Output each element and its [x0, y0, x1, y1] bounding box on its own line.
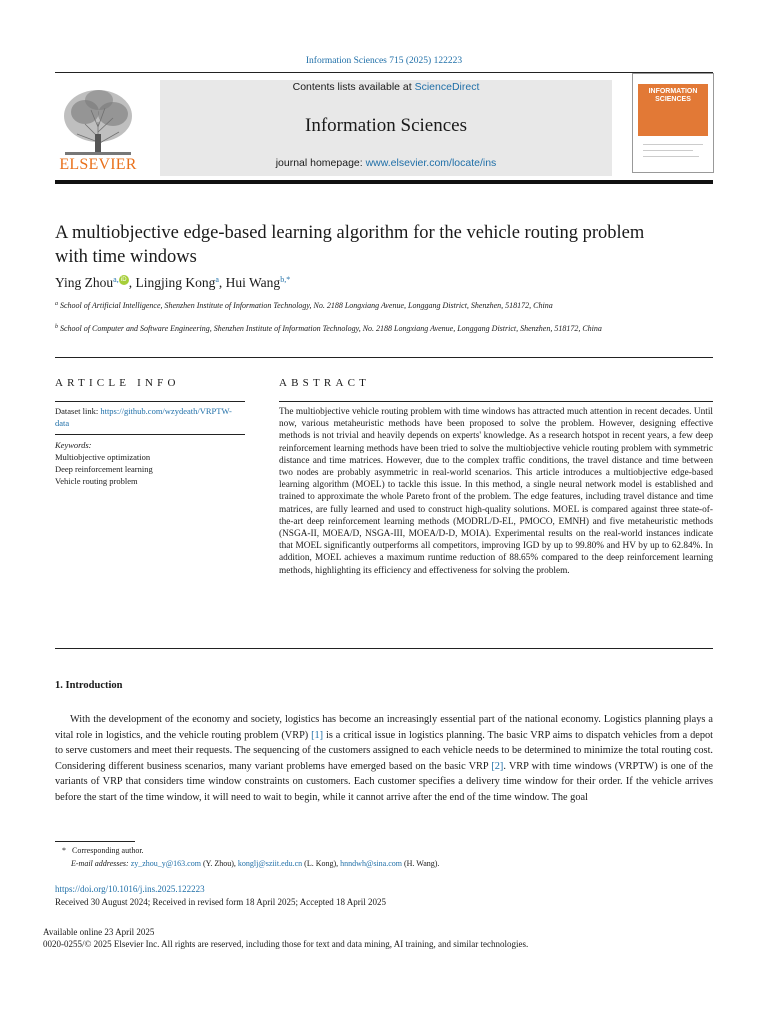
affiliation-a: [55, 298, 625, 313]
dataset-link-block: [55, 405, 245, 429]
email-owner: (Y. Zhou),: [200, 859, 238, 868]
journal-homepage: [160, 157, 612, 169]
footnote-rule: [55, 841, 135, 842]
journal-citation[interactable]: Information Sciences 715 (2025) 122223: [305, 56, 463, 66]
cover-title: INFORMATION SCIENCES: [648, 88, 698, 103]
journal-cover-thumbnail[interactable]: [632, 73, 714, 173]
intro-text: . VRP with time windows (VRPTW) is one of the variants of VRP that considers time window constraints on customers. Each customer specifies a delivery time window for their order. If the vehicle arrives before the start of the time window, it will need to wait to begin, while it cannot arrive after the end of the time window. The goal: [55, 760, 713, 803]
introduction-paragraph: [55, 712, 713, 806]
abstract-text: The multiobjective vehicle routing problem with time windows has attracted much attention in recent decades. Until now, various metaheuristic methods have been proposed to solve the problem. However, designing effective methods is not trivial and heavily depends on experts' knowledge. As a research hotspot in recent years, a few deep reinforcement learning methods have been tried to solve the multiobjective vehicle routing problem with symmetric distance and time matrices. However, due to the complex traffic conditions, the travel distance and time between two nodes are probably asymmetric in real-world scenarios. This article introduces a multiobjective edge-based learning algorithm (MOEL) to tackle this issue. In this method, a single neural network model is established and trained to approximate the whole Pareto front of the problem. The edge features, including travel distance and time matrices, are fully learned and used to construct high-quality solutions. MOEL is compared against three state-of-the-art deep reinforcement learning methods (MODRL/D-EL, PMOCO, EMNH) and five metaheuristic methods (NSGA-II, MOEA/D, NSGA-III, MOEA/D-D, MOIA). Experimental results on the real-world instances indicate that MOEL significantly outperforms all competitors, improving IGD by up to 99.80% and HV by up to 62.84%. In addition, MOEL achieves a maximum runtime reduction of 88.65% compared to the deep reinforcement learning methods, highlighting its efficiency and effectiveness for solving the problem.: [279, 407, 713, 576]
email-link[interactable]: zy_zhou_y@163.com: [130, 859, 201, 868]
article-info-heading: ARTICLE INFO: [55, 377, 180, 389]
doi-link[interactable]: https://doi.org/10.1016/j.ins.2025.122223: [55, 884, 205, 894]
affiliation-text: School of Computer and Software Engineering, Shenzhen Institute of Information Technology, No. 2188 Longxiang Avenue, Longgang District, Shenzhen, 518172, China: [60, 324, 602, 333]
author-name[interactable]: Lingjing Kong: [135, 275, 216, 290]
author-list: Ying Zhou$^{a,}$ iD , Lingjing Kong$^a$, Hui Wang$^{b,*}$: [55, 275, 291, 290]
header-thick-rule: [55, 180, 713, 184]
elsevier-wordmark: ELSEVIER: [59, 156, 137, 173]
keyword: Multiobjective optimization: [55, 452, 151, 462]
orcid-icon[interactable]: iD: [119, 275, 129, 285]
received-dates: Received 30 August 2024; Received in revised form 18 April 2025; Accepted 18 April 2025: [55, 897, 386, 907]
intro-text: Logistics planning plays a vital role in logistics, and the vehicle routing problem (VRP): [55, 714, 713, 741]
affiliation-mark: b: [55, 324, 58, 330]
available-online-date: Available online 23 April 2025: [43, 927, 155, 937]
title-block-rule: [55, 357, 713, 358]
cover-line: [643, 156, 699, 157]
paper-title: A multiobjective edge-based learning algorithm for the vehicle routing problem with time windows: [55, 223, 645, 267]
abstract-bottom-rule: [55, 648, 713, 649]
affiliation-mark: a: [55, 301, 58, 307]
intro-text: is a critical issue in logistics planning. The basic VRP aims to dispatch vehicles from a depot to serve customers and meet their requests. The sequencing of the customers assigned to each vehicle needs to be determined to minimize the total routing cost. Considering different business scenarios, many variant problems have emerged based on the basic VRP: [55, 729, 713, 772]
affiliation-text: School of Artificial Intelligence, Shenzhen Institute of Information Technology, No. 2188 Longxiang Avenue, Longgang District, Shenzhen, 518172, China: [60, 301, 553, 310]
author-name[interactable]: Ying Zhou: [55, 275, 114, 290]
citation-ref-1[interactable]: [1]: [311, 729, 324, 741]
keywords-block: [55, 439, 245, 487]
homepage-prefix: journal homepage:: [275, 157, 366, 169]
affiliation-b: [55, 321, 625, 336]
header-top-rule: [55, 72, 713, 73]
keywords-heading: Keywords:: [55, 440, 92, 450]
footnote-text: Corresponding author.: [72, 846, 144, 855]
keyword: Deep reinforcement learning: [55, 464, 153, 474]
dataset-link[interactable]: https://github.com/wzydeath/VRPTW-data: [55, 406, 232, 428]
article-info-rule: [55, 401, 245, 402]
section-heading-introduction: 1. Introduction: [55, 680, 123, 691]
abstract-rule: [279, 401, 713, 402]
keyword: Vehicle routing problem: [55, 476, 138, 486]
footnote-mark: *: [62, 846, 66, 855]
cover-line: [643, 150, 693, 151]
author-affil-mark[interactable]: a: [215, 275, 219, 284]
email-owner: (L. Kong),: [302, 859, 341, 868]
email-owner: (H. Wang).: [401, 859, 440, 868]
dataset-label: Dataset link:: [55, 406, 101, 416]
cover-line: [643, 144, 703, 145]
contents-prefix: Contents lists available at: [292, 81, 415, 93]
journal-title: Information Sciences: [305, 115, 467, 136]
homepage-link[interactable]: www.elsevier.com/locate/ins: [365, 157, 497, 169]
intro-text: With the development of the economy and society, logistics has become an increasingly essential part of the national economy.: [70, 714, 601, 725]
email-link[interactable]: konglj@sziit.edu.cn: [237, 859, 303, 868]
abstract-heading: ABSTRACT: [279, 377, 371, 389]
email-addresses: [71, 859, 439, 868]
email-link[interactable]: hnndwh@sina.com: [340, 859, 402, 868]
keywords-rule: [55, 434, 245, 435]
author-affil-mark[interactable]: b,*: [280, 275, 291, 284]
author-name[interactable]: Hui Wang: [225, 275, 281, 290]
citation-ref-2[interactable]: [2]: [491, 760, 504, 772]
email-label: E-mail addresses:: [71, 859, 131, 868]
copyright-line: 0020-0255/© 2025 Elsevier Inc. All rights are reserved, including those for text and data mining, AI training, and similar technologies.: [43, 939, 529, 949]
corresponding-author-note: [62, 846, 144, 855]
author-affil-mark[interactable]: a,: [113, 275, 119, 284]
contents-line: [160, 81, 612, 93]
sciencedirect-link[interactable]: ScienceDirect: [414, 81, 480, 93]
